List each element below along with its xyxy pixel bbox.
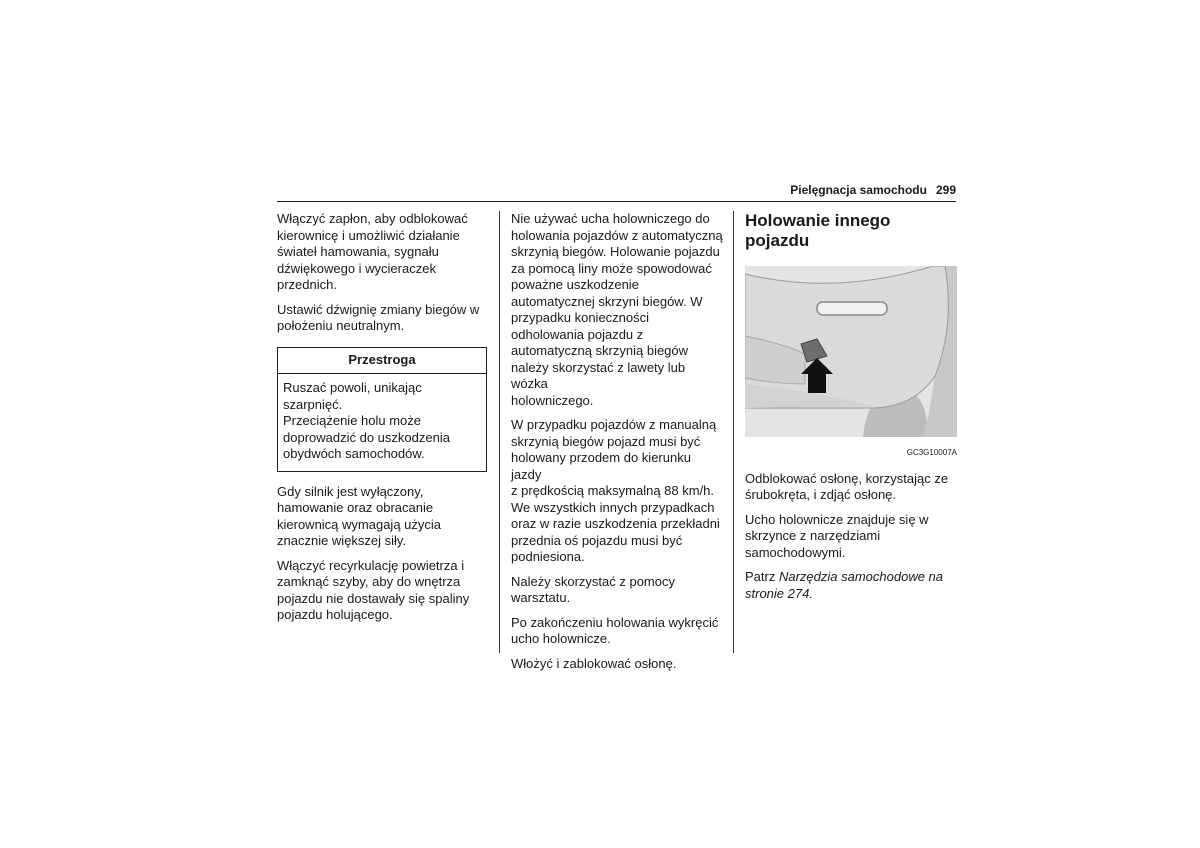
reference-paragraph [745,569,957,602]
paragraph: Włączyć recyrkulację powietrza i zamknąć szyby, aby do wnętrza pojazdu nie dostawały się spaliny pojazdu holującego. [277,557,470,622]
paragraph: Gdy silnik jest wyłączony, hamowanie oraz obracanie kierownicą wymagają użycia znacznie większej siły. [277,483,442,548]
page-header [660,183,956,197]
header-divider [277,201,956,202]
column-left [277,211,489,632]
column-middle [511,211,723,680]
caution-title: Przestroga [278,348,486,375]
page-number: 299 [935,183,956,197]
paragraph: Włożyć i zablokować osłonę. [511,655,677,671]
reference-prefix: Patrz [745,569,779,584]
rear-bumper-illustration [745,266,957,437]
caution-body: Ruszać powoli, unikając szarpnięć. Przeciążenie holu może doprowadzić do uszkodzenia obydwóch samochodów. [283,380,450,461]
section-heading: Holowanie innego pojazdu [745,211,891,250]
paragraph: Ustawić dźwignię zmiany biegów w położeniu neutralnym. [277,301,480,333]
paragraph: Nie używać ucha holowniczego do holowania pojazdów z automatyczną skrzynią biegów. Holowanie pojazdu za pomocą liny może spowodować poważne uszkodzenie automatycznej skrzyni biegów. W przypadku konieczności odholowania pojazdu z automatyczną skrzynią biegów należy skorzystać z lawety lub wózka holowniczego. [511,211,723,408]
paragraph: Po zakończeniu holowania wykręcić ucho holownicze. [511,614,719,646]
paragraph: W przypadku pojazdów z manualną skrzynią biegów pojazd musi być holowany przodem do kierunku jazdy z prędkością maksymalną 88 km/h. We wszystkich innych przypadkach oraz w razie uszkodzenia przekładni przednia oś pojazdu musi być podniesiona. [511,417,720,564]
section-title: Pielęgnacja samochodu [790,183,927,197]
figure-caption: GC3G10007A [906,448,957,457]
cross-reference-link[interactable]: Narzędzia samochodowe na stronie 274 [745,569,944,601]
reference-suffix: . [809,585,813,601]
paragraph: Ucho holownicze znajduje się w skrzynce z narzędziami samochodowymi. [745,511,929,560]
paragraph: Odblokować osłonę, korzystając ze śrubokręta, i zdjąć osłonę. [745,470,949,502]
paragraph: Włączyć zapłon, aby odblokować kierownicę i umożliwić działanie świateł hamowania, sygnału dźwiękowego i wycieraczek przednich. [277,211,468,292]
column-divider [499,211,500,653]
caution-box [277,347,487,472]
paragraph: Należy skorzystać z pomocy warsztatu. [511,573,675,605]
column-divider [733,211,734,653]
column-right [745,211,957,610]
bumper-drawing [745,266,957,437]
